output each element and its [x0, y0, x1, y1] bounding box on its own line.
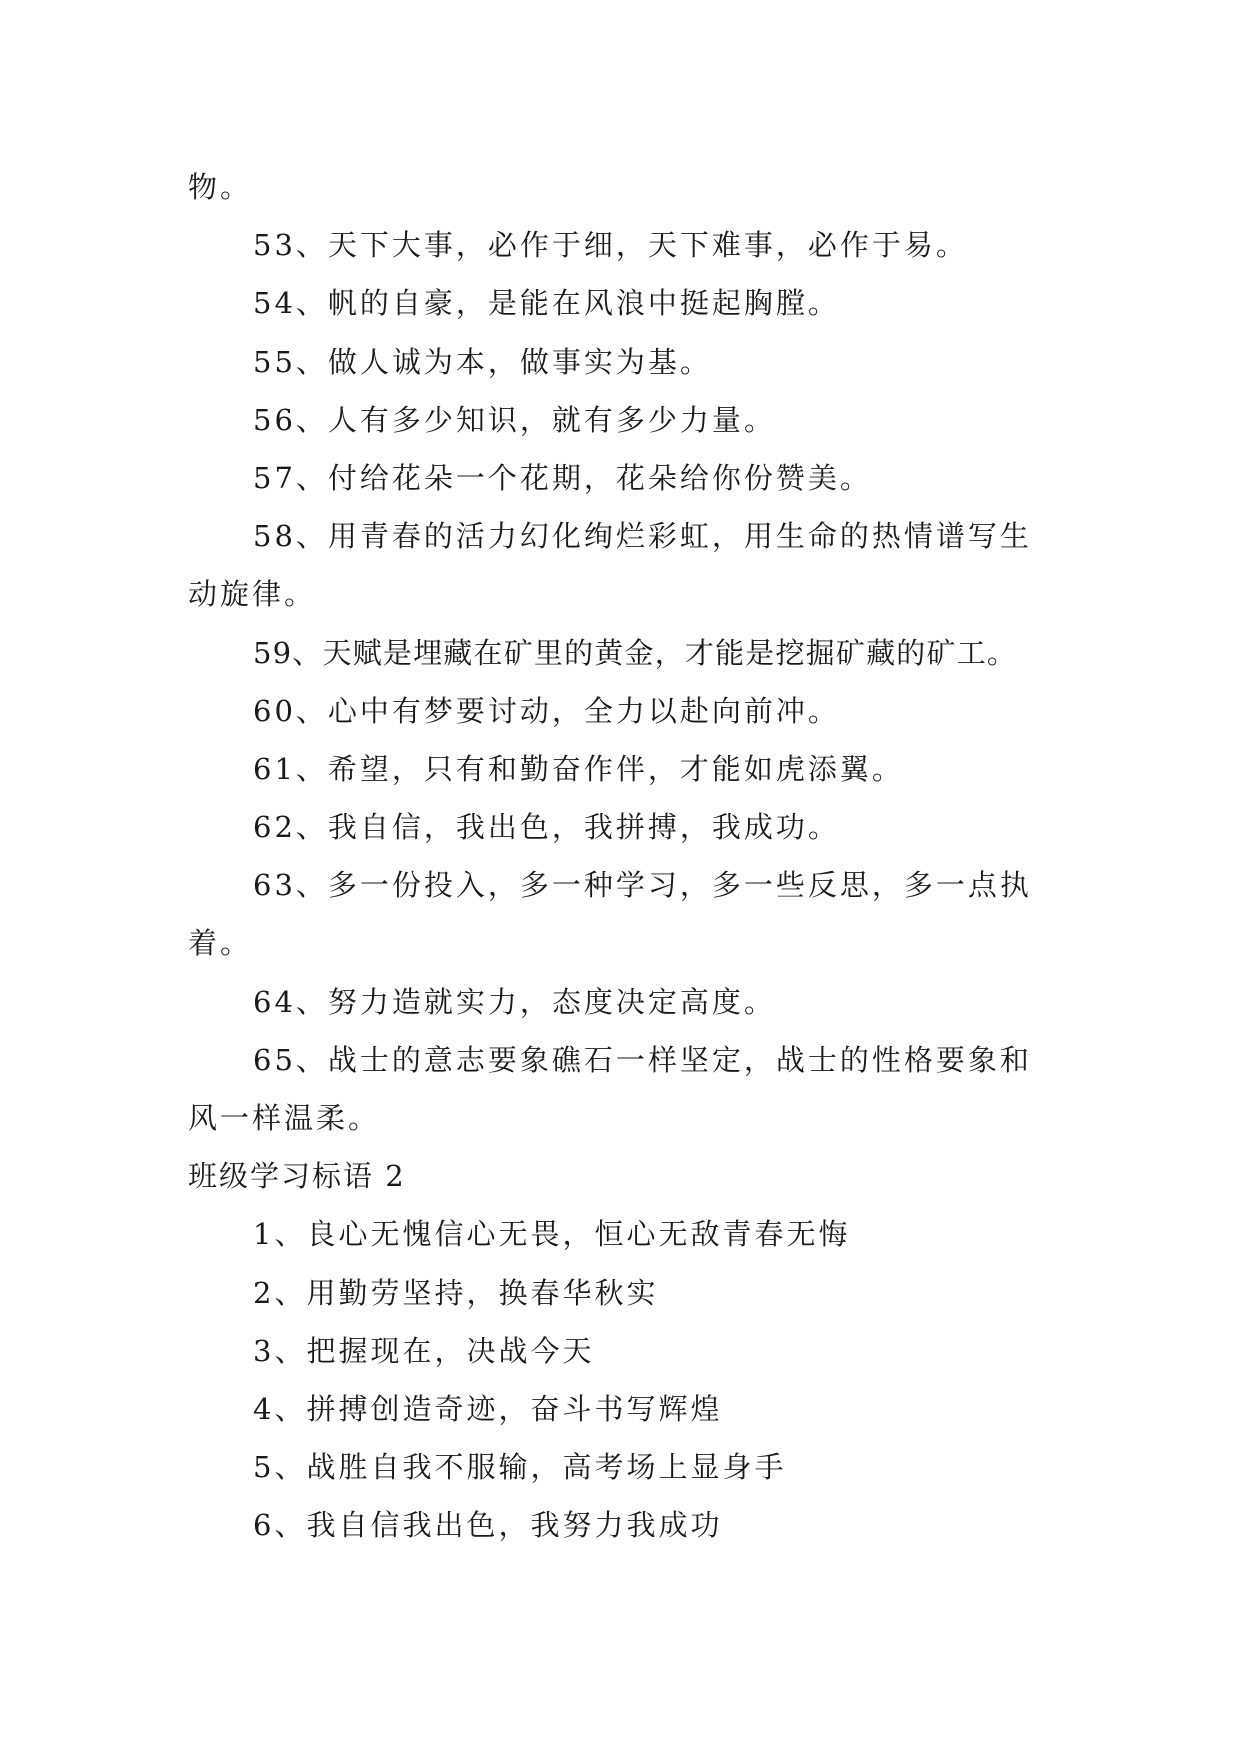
slogan-58-continued: 动旋律。 — [188, 577, 317, 612]
slogan-59: 59、天赋是埋藏在矿里的黄金，才能是挖掘矿藏的矿工。 — [253, 635, 1018, 670]
slogan-1: 1、良心无愧信心无畏，恒心无敌青春无悔 — [253, 1217, 851, 1252]
slogan-54: 54、帆的自豪，是能在风浪中挺起胸膛。 — [253, 286, 840, 321]
slogan-61: 61、希望，只有和勤奋作伴，才能如虎添翼。 — [253, 751, 904, 786]
slogan-62: 62、我自信，我出色，我拼搏，我成功。 — [253, 810, 840, 845]
slogan-58: 58、用青春的活力幻化绚烂彩虹，用生命的热情谱写生 — [253, 519, 1032, 554]
slogan-6: 6、我自信我出色，我努力我成功 — [253, 1508, 723, 1543]
slogan-2: 2、用勤劳坚持，换春华秋实 — [253, 1275, 659, 1310]
slogan-5: 5、战胜自我不服输，高考场上显身手 — [253, 1450, 787, 1485]
slogan-3: 3、把握现在，决战今天 — [253, 1333, 595, 1368]
slogan-57: 57、付给花朵一个花期，花朵给你份赞美。 — [253, 460, 872, 495]
slogan-65: 65、战士的意志要象礁石一样坚定，战士的性格要象和 — [253, 1042, 1032, 1077]
slogan-4: 4、拼搏创造奇迹，奋斗书写辉煌 — [253, 1391, 723, 1426]
document-page — [188, 158, 1060, 1555]
slogan-56: 56、人有多少知识，就有多少力量。 — [253, 402, 776, 437]
section-heading: 班级学习标语 2 — [188, 1159, 406, 1194]
slogan-63: 63、多一份投入，多一种学习，多一些反思，多一点执 — [253, 868, 1032, 903]
slogan-63-continued: 着。 — [188, 926, 253, 961]
slogan-55: 55、做人诚为本，做事实为基。 — [253, 344, 712, 379]
slogan-64: 64、努力造就实力，态度决定高度。 — [253, 984, 776, 1019]
slogan-60: 60、心中有梦要讨动，全力以赴向前冲。 — [253, 693, 840, 728]
slogan-53: 53、天下大事，必作于细，天下难事，必作于易。 — [253, 228, 968, 263]
text-line: 物。 — [188, 170, 253, 204]
slogan-65-continued: 风一样温柔。 — [188, 1101, 381, 1135]
